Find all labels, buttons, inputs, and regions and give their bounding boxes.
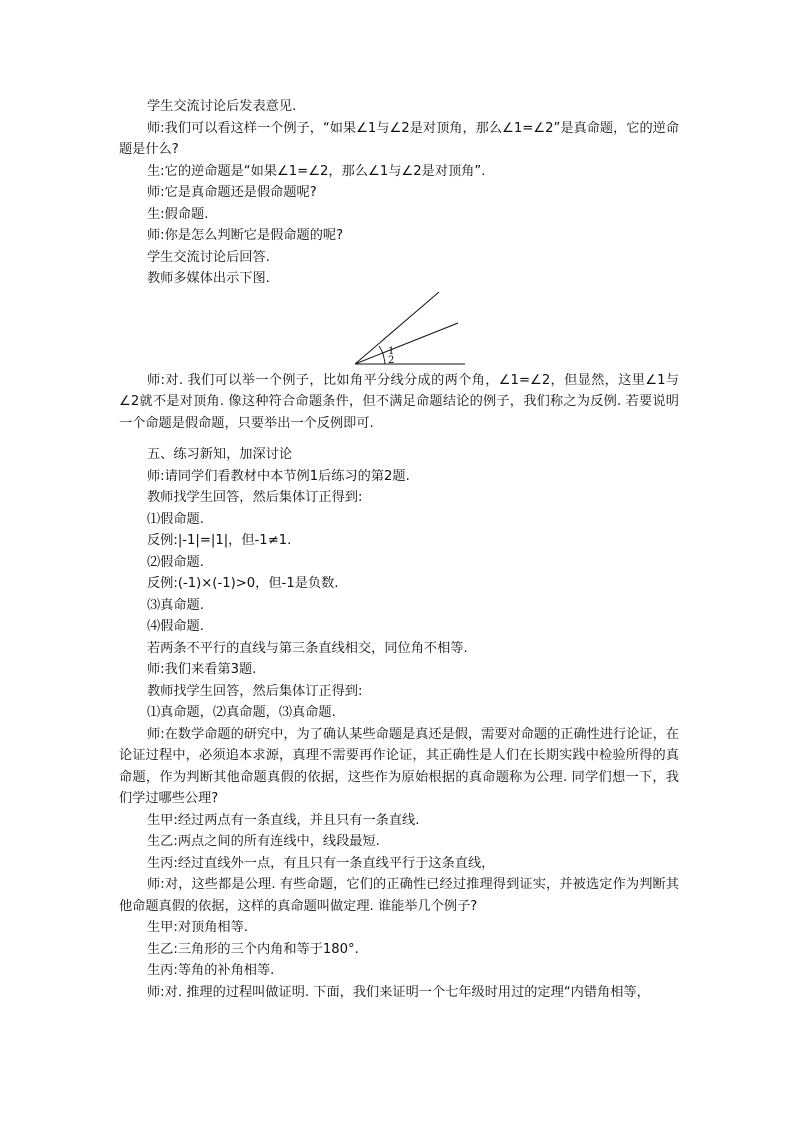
paragraph: ⑷假命题. [147, 619, 204, 634]
paragraph: 教师多媒体出示下图. [147, 271, 270, 286]
paragraph: 反例:|-1|=|1|，但-1≠1. [147, 533, 292, 548]
paragraph: 生丙:经过直线外一点，有且只有一条直线平行于这条直线， [147, 855, 495, 871]
dialogue-section-top [119, 96, 679, 290]
angle2-arc [384, 358, 385, 364]
counterexample-section [119, 370, 679, 435]
paragraph: 师:对. 推理的过程叫做证明. 下面，我们来证明一个七年级时用过的定理“内错角相等， [147, 984, 650, 1000]
paragraph: 反例:(-1)×(-1)>0，但-1是负数. [147, 576, 339, 591]
angle1-arc [379, 346, 384, 358]
paragraph: 师:在数学命题的研究中，为了确认某些命题是真还是假，需要对命题的正确性进行论证，在论证过程中，必须追本求源，真理不需要再作论证，其正确性是人们在长期实践中检验所得的真命题，作为判断其他命题真假的依据，这些作为原始根据的真命题称为公理. 同学们想一下，我们学过哪些公理? [119, 726, 679, 806]
paragraph: ⑶真命题. [147, 597, 204, 613]
bisector-ray [355, 323, 458, 364]
angle2-label: 2 [388, 354, 395, 366]
angle1-label: 1 [388, 345, 395, 357]
paragraph: 师:它是真命题还是假命题呢? [147, 185, 317, 200]
paragraph: 教师找学生回答，然后集体订正得到: [147, 490, 363, 505]
paragraph: 若两条不平行的直线与第三条直线相交，同位角不相等. [147, 640, 468, 656]
paragraph: 生丙:等角的补角相等. [147, 963, 275, 978]
paragraph: 师:我们可以看这样一个例子，“如果∠1与∠2是对顶角，那么∠1=∠2”是真命题，它的逆命题是什么? [119, 120, 680, 157]
paragraph: ⑴假命题. [147, 511, 204, 527]
section-gap [119, 434, 679, 444]
paragraph: 生乙:两点之间的所有连线中，线段最短. [147, 834, 380, 849]
paragraph: 师:你是怎么判断它是假命题的呢? [147, 228, 344, 243]
paragraph: 教师找学生回答，然后集体订正得到: [147, 683, 363, 699]
paragraph: ⑵假命题. [147, 554, 204, 570]
paragraph: 学生交流讨论后发表意见. [147, 99, 297, 114]
paragraph: 师:我们来看第3题. [147, 662, 257, 677]
exercise-section [119, 444, 679, 1003]
paragraph: 五、练习新知，加深讨论 [147, 447, 293, 462]
paragraph: 生甲:对顶角相等. [147, 920, 248, 935]
paragraph: 生甲:经过两点有一条直线，并且只有一条直线. [147, 812, 420, 828]
paragraph: ⑴真命题，⑵真命题，⑶真命题. [147, 705, 336, 720]
paragraph: 学生交流讨论后回答. [147, 249, 270, 265]
paragraph: 师:请同学们看教材中本节例1后练习的第2题. [147, 468, 410, 484]
paragraph: 生:它的逆命题是“如果∠1=∠2，那么∠1与∠2是对顶角”. [147, 163, 486, 179]
angle-bisector-figure [119, 292, 679, 370]
paragraph: 师:对，这些都是公理. 有些命题，它们的正确性已经过推理得到证实，并被选定作为判断其他命题真假的依据，这样的真命题叫做定理. 谁能举几个例子? [119, 877, 679, 914]
paragraph: 师:对. 我们可以举一个例子，比如角平分线分成的两个角，∠1=∠2，但显然，这里∠1与∠2就不是对顶角. 像这种符合命题条件，但不满足命题结论的例子，我们称之为反例. 若要说明一个命题是假命题，只要举出一个反例即可. [119, 372, 679, 431]
paragraph: 生乙:三角形的三个内角和等于180°. [147, 941, 359, 957]
document-body [119, 96, 679, 1003]
angle-diagram [355, 292, 595, 370]
upper-ray [355, 292, 439, 364]
paragraph: 生:假命题. [147, 206, 209, 222]
